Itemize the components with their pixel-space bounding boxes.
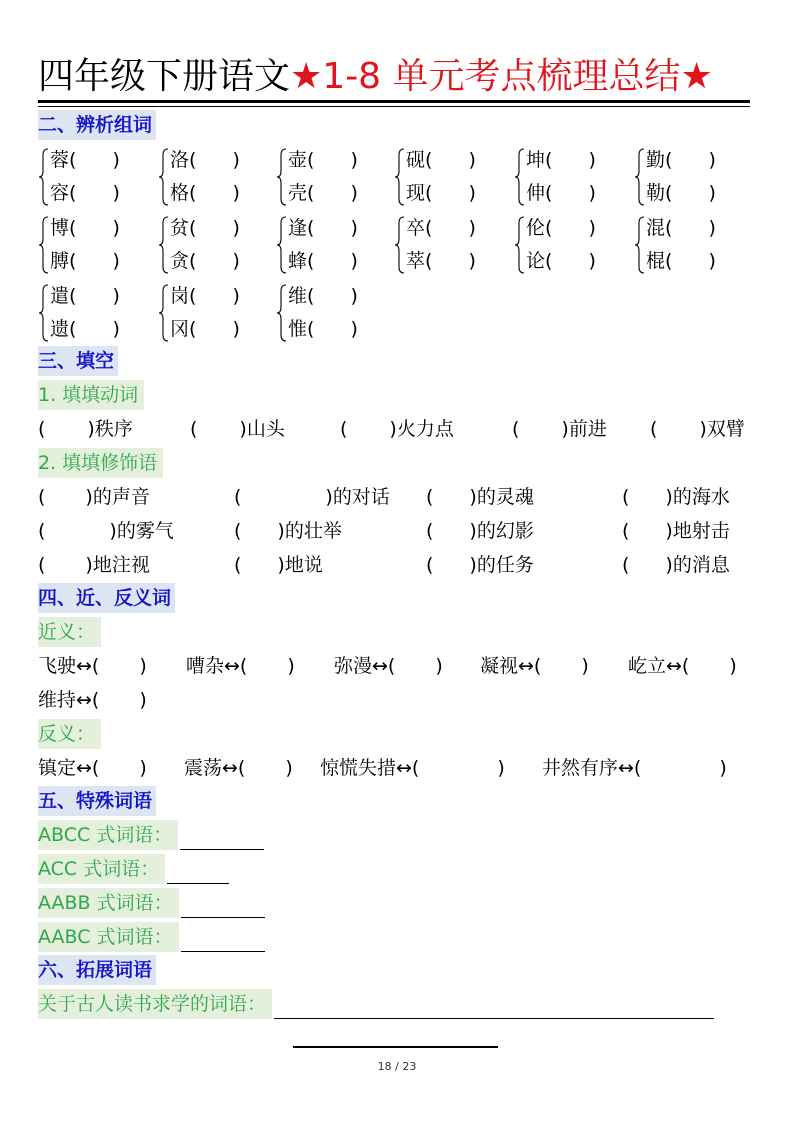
special-aabb: AABB 式词语： bbox=[38, 888, 265, 918]
brace-icon bbox=[38, 281, 50, 345]
title-rule-thick bbox=[38, 100, 750, 103]
pair-bottom: 蜂( ) bbox=[288, 250, 358, 272]
modifier-row-2 bbox=[38, 516, 758, 546]
answer-line[interactable] bbox=[167, 861, 229, 884]
subheading-synonyms: 近义： bbox=[38, 617, 101, 647]
pair-bottom: 壳( ) bbox=[288, 182, 358, 204]
pair-top: 洛( ) bbox=[170, 149, 240, 171]
modifier-row-3 bbox=[38, 550, 758, 580]
word-pair-group bbox=[394, 213, 512, 277]
modifier-item: ( )的消息 bbox=[622, 554, 730, 576]
word-pair-group bbox=[514, 145, 632, 209]
verb-item: ( )秩序 bbox=[38, 418, 133, 440]
modifier-item: ( )地说 bbox=[234, 554, 323, 576]
synonym-row-2 bbox=[38, 685, 758, 715]
answer-line[interactable] bbox=[181, 895, 265, 918]
synonym-row-1 bbox=[38, 651, 758, 681]
antonym-row bbox=[38, 753, 758, 783]
modifier-item: ( )的对话 bbox=[234, 486, 390, 508]
pair-bottom: 伸( ) bbox=[526, 182, 596, 204]
pair-bottom: 惟( ) bbox=[288, 318, 358, 340]
extension-words: 关于古人读书求学的词语： bbox=[38, 989, 714, 1019]
pair-top: 卒( ) bbox=[406, 217, 476, 239]
special-abcc: ABCC 式词语： bbox=[38, 820, 264, 850]
antonym-item: 镇定↔( ) bbox=[38, 757, 147, 779]
synonym-item: 维持↔( ) bbox=[38, 689, 147, 711]
pair-top: 坤( ) bbox=[526, 149, 596, 171]
modifier-item: ( )的幻影 bbox=[426, 520, 534, 542]
answer-line[interactable] bbox=[274, 996, 714, 1019]
modifier-item: ( )的任务 bbox=[426, 554, 534, 576]
section-heading-4: 四、近、反义词 bbox=[38, 583, 175, 613]
modifier-row-1 bbox=[38, 482, 758, 512]
brace-icon bbox=[276, 281, 288, 345]
modifier-item: ( )的雾气 bbox=[38, 520, 174, 542]
subheading-modifiers: 2. 填填修饰语 bbox=[38, 448, 163, 478]
word-pair-group bbox=[276, 213, 394, 277]
pair-bottom: 冈( ) bbox=[170, 318, 240, 340]
brace-icon bbox=[38, 213, 50, 277]
brace-icon bbox=[514, 213, 526, 277]
modifier-item: ( )地注视 bbox=[38, 554, 150, 576]
section-heading-2: 二、辨析组词 bbox=[38, 110, 156, 140]
section-heading-5: 五、特殊词语 bbox=[38, 786, 156, 816]
special-aabc: AABC 式词语： bbox=[38, 922, 265, 952]
brace-icon bbox=[276, 145, 288, 209]
antonym-item: 震荡↔( ) bbox=[184, 757, 293, 779]
word-pair-group bbox=[158, 281, 276, 345]
antonym-item: 惊慌失措↔( ) bbox=[320, 757, 505, 779]
pair-top: 遣( ) bbox=[50, 285, 120, 307]
brace-icon bbox=[158, 213, 170, 277]
verb-item: ( )前进 bbox=[512, 418, 607, 440]
special-acc: ACC 式词语： bbox=[38, 854, 229, 884]
verb-item: ( )火力点 bbox=[340, 418, 454, 440]
pair-bottom: 萃( ) bbox=[406, 250, 476, 272]
synonym-item: 屹立↔( ) bbox=[628, 655, 737, 677]
modifier-item: ( )的壮举 bbox=[234, 520, 342, 542]
synonym-item: 弥漫↔( ) bbox=[334, 655, 443, 677]
brace-icon bbox=[634, 213, 646, 277]
title-rule-thin bbox=[38, 106, 750, 107]
word-pair-group bbox=[38, 145, 156, 209]
pair-top: 砚( ) bbox=[406, 149, 476, 171]
pair-bottom: 遗( ) bbox=[50, 318, 120, 340]
pair-top: 逢( ) bbox=[288, 217, 358, 239]
antonym-item: 井然有序↔( ) bbox=[542, 757, 727, 779]
answer-line-continued[interactable] bbox=[293, 1046, 498, 1048]
pair-bottom: 贪( ) bbox=[170, 250, 240, 272]
answer-line[interactable] bbox=[181, 929, 265, 952]
answer-line[interactable] bbox=[180, 827, 264, 850]
brace-icon bbox=[394, 145, 406, 209]
modifier-item: ( )的海水 bbox=[622, 486, 730, 508]
subheading-verbs: 1. 填填动词 bbox=[38, 380, 144, 410]
pair-bottom: 格( ) bbox=[170, 182, 240, 204]
verb-row bbox=[38, 414, 758, 444]
pair-bottom: 膊( ) bbox=[50, 250, 120, 272]
word-pair-group bbox=[514, 213, 632, 277]
pair-top: 贫( ) bbox=[170, 217, 240, 239]
word-pair-group bbox=[158, 145, 276, 209]
pair-top: 混( ) bbox=[646, 217, 716, 239]
brace-icon bbox=[158, 281, 170, 345]
title-main: 四年级下册语文 bbox=[38, 56, 291, 97]
synonym-item: 嘈杂↔( ) bbox=[186, 655, 295, 677]
pair-bottom: 容( ) bbox=[50, 182, 120, 204]
brace-icon bbox=[394, 213, 406, 277]
pair-top: 岗( ) bbox=[170, 285, 240, 307]
word-pair-group bbox=[634, 145, 752, 209]
brace-icon bbox=[514, 145, 526, 209]
synonym-item: 飞驶↔( ) bbox=[38, 655, 147, 677]
word-pair-group bbox=[634, 213, 752, 277]
pair-top: 蓉( ) bbox=[50, 149, 120, 171]
brace-icon bbox=[634, 145, 646, 209]
modifier-item: ( )的灵魂 bbox=[426, 486, 534, 508]
pair-bottom: 现( ) bbox=[406, 182, 476, 204]
verb-item: ( )山头 bbox=[190, 418, 285, 440]
pair-top: 勤( ) bbox=[646, 149, 716, 171]
pair-top: 伦( ) bbox=[526, 217, 596, 239]
word-pair-group bbox=[276, 281, 394, 345]
verb-item: ( )双臂 bbox=[650, 418, 745, 440]
pair-bottom: 棍( ) bbox=[646, 250, 716, 272]
word-pair-group bbox=[394, 145, 512, 209]
pair-bottom: 论( ) bbox=[526, 250, 596, 272]
synonym-item: 凝视↔( ) bbox=[480, 655, 589, 677]
page-title bbox=[38, 54, 750, 100]
brace-icon bbox=[158, 145, 170, 209]
modifier-item: ( )的声音 bbox=[38, 486, 150, 508]
pair-top: 壶( ) bbox=[288, 149, 358, 171]
brace-icon bbox=[276, 213, 288, 277]
brace-icon bbox=[38, 145, 50, 209]
word-pair-group bbox=[276, 145, 394, 209]
word-pair-group bbox=[38, 213, 156, 277]
page-number: 18 / 23 bbox=[377, 1060, 417, 1073]
subheading-antonyms: 反义： bbox=[38, 719, 101, 749]
section-heading-3: 三、填空 bbox=[38, 346, 118, 376]
pair-top: 博( ) bbox=[50, 217, 120, 239]
word-pair-group bbox=[38, 281, 156, 345]
word-pair-group bbox=[158, 213, 276, 277]
modifier-item: ( )地射击 bbox=[622, 520, 730, 542]
section-heading-6: 六、拓展词语 bbox=[38, 955, 156, 985]
pair-bottom: 勒( ) bbox=[646, 182, 716, 204]
title-highlight: ★1-8 单元考点梳理总结★ bbox=[290, 56, 713, 97]
pair-top: 维( ) bbox=[288, 285, 358, 307]
